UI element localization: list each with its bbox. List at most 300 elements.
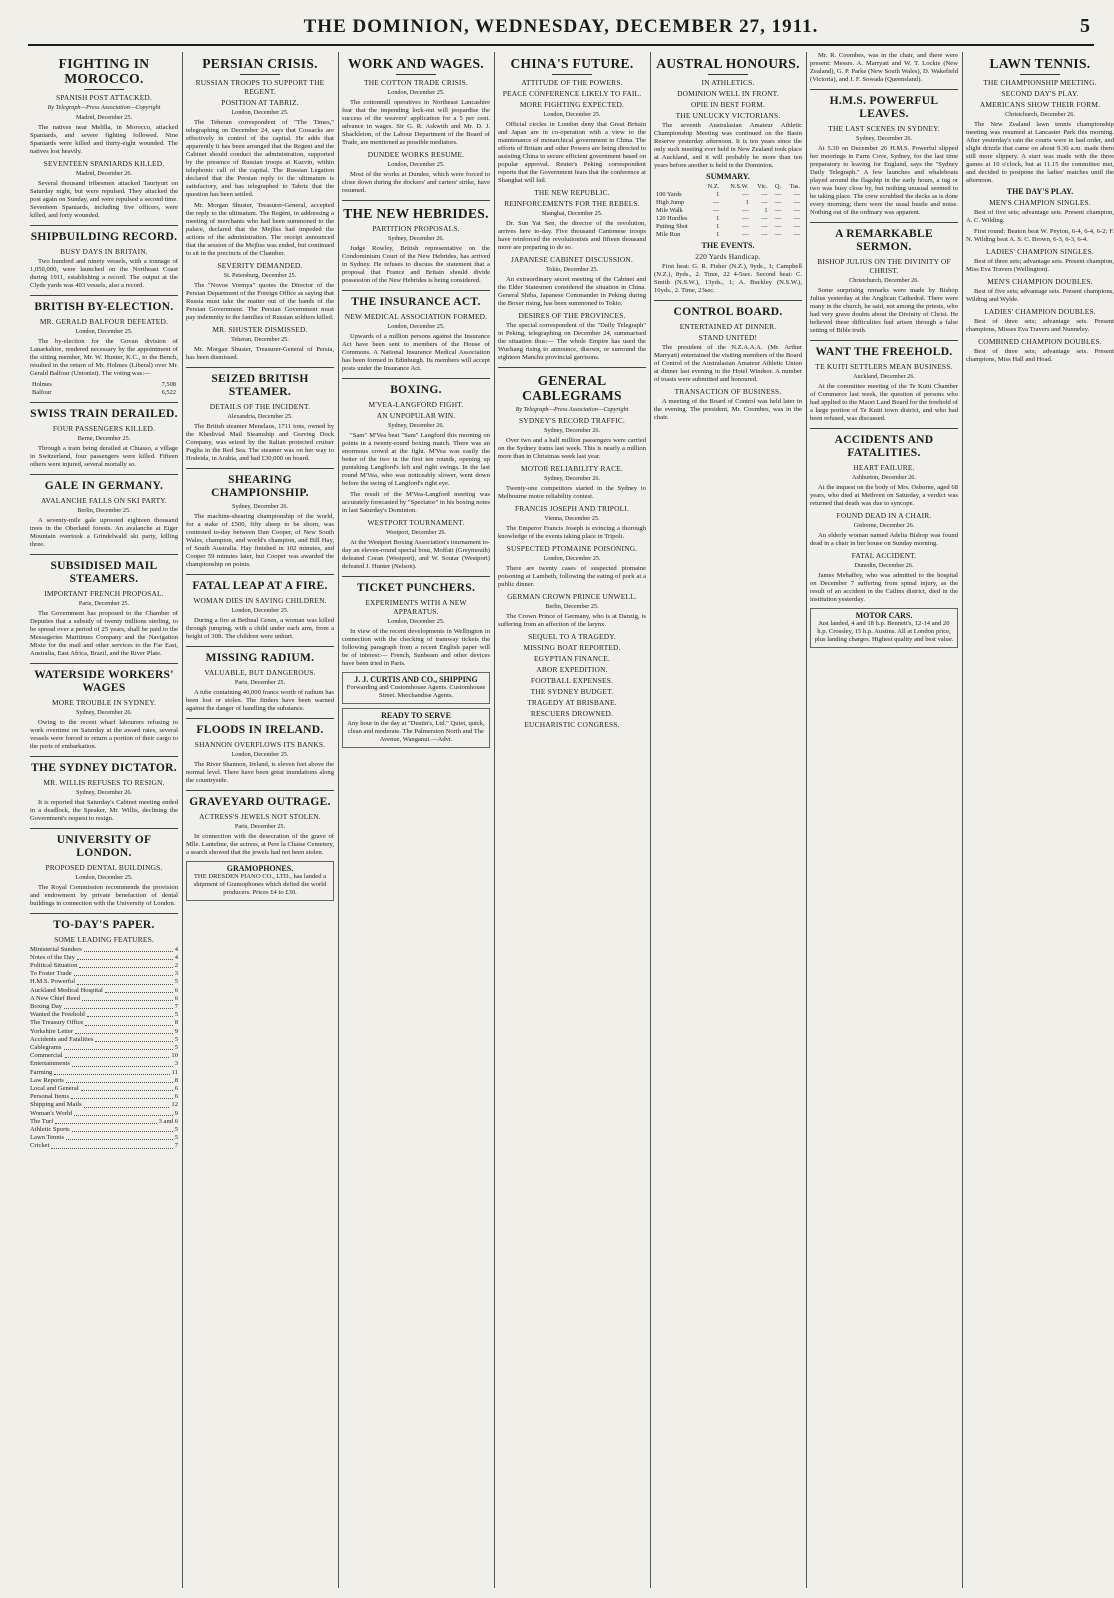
subhead: TRAGEDY AT BRISBANE.	[527, 697, 617, 707]
index-item	[30, 1126, 178, 1134]
dateline: St. Petersburg, December 25.	[223, 272, 297, 279]
index-item	[30, 1044, 178, 1052]
index-item-label: Cablegrams	[30, 1043, 62, 1051]
article-body: The by-election for the Govan division of Lanarkshire, rendered necessary by the appointment of the sitting member, Mr. W. Hunter, K.C., to the Bench, resulted in the return of Mr. Holmes (Liberal) over Mr. Gerald Balfour (Unionist). The voting was:—	[30, 337, 178, 377]
subhead: THE LAST SCENES IN SYDNEY.	[828, 124, 940, 133]
score-cell: —	[793, 207, 800, 214]
subhead: REINFORCEMENTS FOR THE REBELS.	[504, 199, 640, 208]
table-header-cell	[654, 183, 701, 191]
index-leader-dots	[84, 1101, 170, 1107]
index-item-page: 6	[174, 1093, 178, 1101]
ad-body: Any hour in the day at "Dustin's, Ltd." Quiet, quick, clean and moderate. The Palmerston North and The Avenue, Wanganui.—Advt.	[347, 720, 485, 743]
index-leader-dots	[65, 1052, 170, 1058]
headline-by-election: BRITISH BY-ELECTION.	[34, 300, 174, 313]
headline-general-cablegrams: GENERAL CABLEGRAMS	[522, 373, 622, 403]
subhead: EGYPTIAN FINANCE.	[533, 653, 611, 663]
index-item-label: Yorkshire Letter	[30, 1027, 74, 1035]
subhead: ACTRESS'S JEWELS NOT STOLEN.	[199, 812, 321, 821]
index-leader-dots	[66, 1077, 173, 1083]
score-cell: —	[793, 223, 800, 230]
headline-morocco: FIGHTING IN MOROCCO.	[58, 56, 150, 86]
article-body: In view of the recent developments in Wellington in connection with the checking of tramway tickets the following paragraph from a recent English paper will be of interest:— French, Sunbeam and other devices have been tried in Paris.	[342, 628, 490, 667]
score-cell: —	[761, 223, 768, 230]
subhead: DUNDEE WORKS RESUME.	[367, 150, 465, 159]
index-item-label: Ministerial Sunders	[30, 945, 82, 953]
dateline: Sydney, December 26.	[76, 708, 132, 716]
index-item	[30, 1110, 178, 1118]
subhead: TE KUITI SETTLERS MEAN BUSINESS.	[815, 362, 953, 371]
headline-accidents: ACCIDENTS AND FATALITIES.	[834, 434, 934, 459]
table-row	[654, 199, 802, 207]
subhead: WOMAN DIES IN SAVING CHILDREN.	[193, 596, 327, 605]
index-leader-dots	[72, 1126, 173, 1132]
masthead-title: THE DOMINION, WEDNESDAY, DECEMBER 27, 1911.	[303, 16, 819, 37]
score-cell: —	[742, 223, 749, 230]
article-body: At 5.30 on December 26 H.M.S. Powerful slipped her moorings in Farm Cove, Sydney, for the last time preparatory to leaving for England, says the "Sydney Daily Telegraph." A few launches and whaleboats played around the flagship in the early hours, a tug or two was busy close by, but nothing unusual seemed to be taking place. The crew scrubbed the decks as is done every morning; there were the usual bustle and noise. Nothing out of the ordinary was apparent.	[810, 145, 958, 216]
index-item	[30, 1077, 178, 1085]
election-results-table	[30, 381, 178, 397]
index-item	[30, 978, 178, 986]
subhead: AMERICANS SHOW THEIR FORM.	[979, 100, 1101, 109]
index-item-label: Wanted the Freehold	[30, 1011, 85, 1019]
subhead: FOUND DEAD IN A CHAIR.	[836, 511, 932, 520]
candidate-name: Balfour	[32, 388, 52, 396]
index-item-page: 5	[174, 1035, 178, 1043]
table-row	[654, 191, 802, 199]
section-divider	[810, 222, 958, 223]
index-item-label: Boxing Day	[30, 1002, 63, 1010]
ad-title: READY TO SERVE	[381, 711, 451, 720]
section-divider	[30, 474, 178, 475]
index-item	[30, 1052, 178, 1060]
dateline: Gisborne, December 26.	[853, 522, 915, 529]
headline-lawn-tennis: LAWN TENNIS.	[989, 56, 1091, 71]
index-item-page: 6	[174, 1084, 178, 1092]
index-item-page: 4	[174, 945, 178, 953]
table-row	[30, 389, 178, 397]
column-5	[654, 52, 802, 1588]
subhead: POSITION AT TABRIZ.	[221, 98, 299, 107]
article-body: "Sam" M'Vea beat "Sam" Langford this morning on points in a twenty-round boxing match. There was an enormous crowd at the fight. M'Vea was easily the better of the two in the first ten rounds, opening up punishing Langford's left and right swings. In the last round M'Vea, who was noticeably slower, went down before the swing of Langford's right eye.	[342, 432, 490, 487]
index-item-label: Accidents and Fatalities	[30, 1035, 94, 1043]
index-item-page: 7	[174, 1142, 178, 1150]
score-cell: —	[793, 199, 800, 206]
index-item-page: 5	[174, 1134, 178, 1142]
masthead	[28, 14, 1094, 46]
section-divider	[186, 790, 334, 791]
headline-shipbuilding: SHIPBUILDING RECORD.	[30, 230, 178, 243]
subhead: JAPANESE CABINET DISCUSSION.	[510, 255, 634, 264]
subhead: 220 Yards Handicap.	[695, 252, 761, 261]
section-divider	[810, 340, 958, 341]
section-divider	[810, 89, 958, 90]
divider	[396, 74, 436, 75]
subhead: GERMAN CROWN PRINCE UNWELL.	[507, 591, 637, 601]
article-body: There are twenty cases of suspected ptomaine poisoning at Lambeth, following the eating of pork at a public dinner.	[498, 564, 646, 588]
section-divider	[810, 428, 958, 429]
dateline: London, December 25.	[231, 109, 289, 116]
index-item-page: 2	[174, 961, 178, 969]
section-divider	[342, 576, 490, 577]
dateline: Madrid, December 26.	[75, 169, 132, 177]
headline-gale-germany: GALE IN GERMANY.	[44, 479, 164, 492]
article-body: Best of five sets; advantage sets. Present champions, Wilding and Wylde.	[966, 288, 1114, 303]
index-item-label: H.M.S. Powerful	[30, 978, 76, 986]
headline-mail-steamers: SUBSIDISED MAIL STEAMERS.	[50, 559, 158, 585]
dateline: Sydney, December 26.	[856, 135, 912, 142]
article-body: A seventy-mile gale uprooted eighteen thousand trees in the Oberland forests. An avalanche at Eiger Mountain overtook a Grindelwald ski party, killing three.	[30, 516, 178, 548]
index-item-page: 12	[171, 1101, 178, 1109]
index-item-page: 9	[174, 1109, 178, 1117]
subhead: MEN'S CHAMPION DOUBLES.	[987, 277, 1093, 286]
divider	[240, 74, 280, 75]
subhead: PARTITION PROPOSALS.	[372, 224, 460, 233]
score-cell: 1	[716, 215, 720, 222]
index-item-page: 5	[174, 1125, 178, 1133]
score-cell: —	[761, 231, 768, 238]
index-item-label: A New Chief Reed	[30, 994, 80, 1002]
article-body: The River Shannon, Ireland, is eleven feet above the normal level. There have been great inundations along the countryside.	[186, 761, 334, 784]
score-cell: —	[712, 199, 720, 206]
ad-title: J. J. CURTIS AND CO., SHIPPING	[354, 675, 478, 684]
subhead: LADIES' CHAMPION SINGLES.	[986, 247, 1094, 256]
index-item	[30, 1101, 178, 1109]
article-body: First round: Beaton beat W. Peyton, 6-4, 6-4, 6-2; F. N. Wilding beat A. S. C. Brown, 6-3, 6-3, 6-4.	[966, 228, 1114, 243]
article-body: It is reported that Saturday's Cabinet meeting ended in a deadlock, the Speaker, Mr. Willis, declining the Government's request to resign.	[30, 798, 178, 822]
section-divider	[186, 718, 334, 719]
advertisement-motor-cars	[810, 608, 958, 648]
dateline: Paris, December 25.	[78, 599, 130, 607]
page-number: 5	[1080, 15, 1090, 37]
score-cell: 1	[716, 223, 720, 230]
subhead: MOTOR RELIABILITY RACE.	[520, 463, 624, 473]
index-item-page: 5	[174, 1011, 178, 1019]
subhead: BUSY DAYS IN BRITAIN.	[60, 246, 148, 256]
article-body: Through a train being derailed at Chiasso, a village in Switzerland, four passengers were killed. Fifteen others were injured, several mortally so.	[30, 444, 178, 468]
subhead: DESIRES OF THE PROVINCES.	[518, 311, 626, 320]
article-body: An elderly woman named Adelia Bishop was found dead in a chair in her house on Sunday morning.	[810, 532, 958, 547]
article-body: Most of the works at Dundee, which were forced to close down during the dockers' and carters' strike, have resumed.	[342, 171, 490, 194]
dateline: Vienna, December 25.	[544, 514, 600, 522]
index-item-label: Farming	[30, 1068, 53, 1076]
dateline: Sydney, December 26.	[76, 788, 132, 796]
index-item-label: Law Reports	[30, 1076, 64, 1084]
byline: By Telegraph—Press Association—Copyright	[515, 406, 629, 413]
subhead: DOMINION WELL IN FRONT.	[677, 89, 779, 98]
score-cell: —	[793, 191, 800, 198]
article-body: The Crown Prince of Germany, who is at Danzig, is suffering from an affection of the larynx.	[498, 612, 646, 628]
section-divider	[654, 300, 802, 301]
table-header-cell: N.Z.	[707, 183, 720, 190]
article-body: Mr. R. Coombes, was in the chair, and there were present: Messrs. A. Marryatt and W. T. Lockie (New Zealand), G. P. Parke (New South Wales), D. Wakefield (Victoria), and J. F. Sowada (Queensland).	[810, 52, 958, 83]
column-6	[810, 52, 958, 1588]
event-name-cell: Mile Run	[656, 231, 681, 238]
article-body: The machine-shearing championship of the world, for a stake of £500, fifty sheep to be shorn, was contested to-day between Dan Cooper, of New South Wales, champion, and world's champion, and Bill Hay, of South Australia. Hay finished in 102 minutes, and Cooper 59 minutes later, but Cooper was awarded the championship on points.	[186, 513, 334, 568]
subhead: MORE TROUBLE IN SYDNEY.	[51, 697, 157, 707]
index-leader-dots	[64, 1044, 173, 1050]
divider	[552, 74, 592, 75]
index-item-page: 8	[174, 1076, 178, 1084]
subhead: MISSING BOAT REPORTED.	[523, 642, 621, 652]
dateline: Sydney, December 26.	[388, 422, 444, 429]
article-body: During a fire at Bethnal Green, a woman was killed through jumping, with a child under each arm, from a height of 30ft. The children were unhurt.	[186, 617, 334, 640]
article-body: The Government has proposed to the Chamber of Deputies that a subsidy of twenty millions sterling, to be spread over a period of 25 years, shall be paid to the Messageries Maritimes Company and the Navigation Mixte for the mail and other services to the Far East, Australia, East Africa, Brazil, and the River Plate.	[30, 609, 178, 657]
subhead: MR. GERALD BALFOUR DEFEATED.	[39, 316, 169, 326]
section-divider	[186, 367, 334, 368]
index-item-label: Shipping and Mails	[30, 1101, 82, 1109]
subhead: MR. SHUSTER DISMISSED.	[212, 325, 308, 334]
section-divider	[30, 554, 178, 555]
subhead: TRANSACTION OF BUSINESS.	[674, 387, 782, 396]
article-body: The "Novoe Vremya" quotes the Director of the Persian Department of the Foreign Office as saying that Russia must take the matter out of the hands of the Persian Government. The Persian Government must pay indemnity to the families of Russian soldiers killed.	[186, 282, 334, 321]
column-1	[30, 52, 178, 1588]
subhead: DETAILS OF THE INCIDENT.	[209, 402, 311, 411]
article-body: The seventh Australasian Amateur Athletic Championship Meeting was continued on the Basin Reserve yesterday afternoon. It is ten years since the only such meeting ever held in New Zealand took place at Auckland, and it will probably be more than ten years before another is held in the Dominion.	[654, 122, 802, 169]
subhead: BISHOP JULIUS ON THE DIVINITY OF CHRIST.	[817, 257, 951, 275]
ad-body: THE DRESDEN PIANO CO., LTD., has landed a shipment of Gramophones which defied the world producers. Prices £4 to £30.	[193, 873, 327, 896]
index-item	[30, 1134, 178, 1142]
index-item	[30, 987, 178, 995]
dateline: Paris, December 25.	[234, 823, 286, 830]
score-cell: —	[761, 191, 768, 198]
score-cell: —	[761, 215, 768, 222]
index-item-page: 10	[171, 1052, 178, 1060]
index-leader-dots	[54, 1069, 169, 1075]
score-cell: —	[742, 231, 749, 238]
score-cell: —	[774, 207, 782, 214]
headline-missing-radium: MISSING RADIUM.	[205, 652, 315, 664]
score-cell: 1	[716, 231, 720, 238]
ad-title: MOTOR CARS.	[855, 611, 913, 620]
headline-control-board: CONTROL BOARD.	[673, 306, 783, 318]
article-body: The cottonmill operatives in Northeast Lancashire fear that the impending lock-out will jeopardise the success of the weavers' application for a 5 per cent. advance in wages. Sir G. R. Askwith and Mr. D. J. Shackleton, of the Labour Department of the Board of Trade, are mentioned as possible mediators.	[342, 99, 490, 146]
table-row	[654, 231, 802, 239]
index-leader-dots	[85, 1019, 172, 1025]
index-item-label: Commercial	[30, 1052, 63, 1060]
column-3	[342, 52, 490, 1588]
subhead: MR. WILLIS REFUSES TO RESIGN.	[43, 777, 165, 787]
index-leader-dots	[87, 1011, 173, 1017]
dateline: Shanghai, December 25.	[541, 210, 603, 217]
index-item-label: Woman's World	[30, 1109, 72, 1117]
index-leader-dots	[74, 1110, 173, 1116]
section-divider	[498, 367, 646, 368]
article-body: Best of five sets; advantage sets. Present champion, A. C. Wilding.	[966, 209, 1114, 224]
advertisement-gramophones	[186, 861, 334, 901]
score-cell: —	[774, 223, 782, 230]
article-body: A tube containing 40,000 francs worth of radium has been lost or stolen. The finders have been warned against the danger of handling the substance.	[186, 689, 334, 712]
headline-graveyard: GRAVEYARD OUTRAGE.	[189, 796, 331, 808]
event-name-cell: 120 Hurdles	[656, 215, 688, 222]
column-7	[966, 52, 1114, 1588]
index-item	[30, 970, 178, 978]
dateline: Berlin, December 25.	[545, 602, 599, 610]
subhead: SYDNEY'S RECORD TRAFFIC.	[519, 415, 625, 425]
index-item-page: 11	[171, 1068, 178, 1076]
dateline: Paris, December 25.	[234, 679, 286, 686]
article-body: Best of three sets; advantage sets. Present champions, Miss Hall and Hoad.	[966, 348, 1114, 363]
features-index	[30, 946, 178, 1151]
table-header-cell: Tas.	[789, 183, 800, 190]
candidate-votes: 7,508	[161, 380, 176, 388]
index-item-label: Local and General	[30, 1084, 79, 1092]
subhead: PROPOSED DENTAL BUILDINGS.	[45, 862, 163, 872]
article-body: The result of the M'Vea-Langford meeting was accurately forecasted by "Spectator" in his boxing notes in last Saturday's Dominion.	[342, 491, 490, 514]
column-rule	[338, 52, 339, 1588]
article-body: The president of the N.Z.A.A.A. (Mr. Arthur Marryatt) entertained the visiting members of the Board of Control of the Australasian Amateur Athletic Union at dinner last evening in the Hotel Windsor. A number of toasts were submitted and honoured.	[654, 344, 802, 383]
dateline: Berne, December 25.	[77, 434, 131, 442]
index-item-label: Auckland Medical Hospital	[30, 986, 103, 994]
headline-sydney-dictator: THE SYDNEY DICTATOR.	[31, 761, 177, 774]
subhead: SECOND DAY'S PLAY.	[1001, 89, 1079, 98]
index-item-page: 5	[174, 978, 178, 986]
dateline: London, December 25.	[543, 554, 601, 562]
subhead: SPANISH POST ATTACKED.	[55, 93, 152, 102]
summary-title: SUMMARY.	[706, 172, 750, 181]
score-cell: 1	[745, 199, 749, 206]
section-divider	[30, 913, 178, 914]
subhead: VALUABLE, BUT DANGEROUS.	[204, 668, 316, 677]
article-body: The special correspondent of the "Daily Telegraph" in Peking, telegraphing on December 24, summarised the situation thus:— The whole Empire has used the Wuchang rising to announce, disown, or surround the eighteen Manchu provincial garrisons.	[498, 322, 646, 361]
events-title: THE EVENTS.	[701, 241, 755, 250]
table-header-row	[654, 183, 802, 191]
headline-insurance-act: THE INSURANCE ACT.	[351, 296, 481, 308]
article-body: Several thousand tribesmen attacked Tauriyurt on Saturday night, but were repulsed. They attacked the post again on Sunday, and were repulsed a second time. Seventeen Spaniards, including five officers, were killed, and forty wounded.	[30, 179, 178, 219]
article-body: Owing to the recent wharf labourers refusing to work overtime on Saturday at the award rates, several vessels were forced to return a portion of their cargo to the ports of embarkation.	[30, 718, 178, 750]
advertisement-curtis	[342, 672, 490, 704]
subhead: SEVENTEEN SPANIARDS KILLED.	[43, 158, 165, 168]
index-item	[30, 954, 178, 962]
dateline: Berlin, December 25.	[77, 506, 131, 514]
score-cell: —	[742, 215, 749, 222]
index-item	[30, 1069, 178, 1077]
index-item	[30, 1003, 178, 1011]
subhead: OPIE IN BEST FORM.	[690, 100, 766, 109]
advertisement-ready-to-serve	[342, 708, 490, 748]
score-cell: —	[793, 215, 800, 222]
index-item-label: The Treasury Office	[30, 1019, 84, 1027]
section-divider	[30, 663, 178, 664]
score-cell: —	[742, 207, 749, 214]
subhead: AN UNPOPULAR WIN.	[376, 411, 456, 420]
headline-todays-paper: TO-DAY'S PAPER.	[53, 918, 155, 931]
subhead: THE COTTON TRADE CRISIS.	[364, 78, 468, 87]
dateline: London, December 25.	[387, 161, 445, 168]
dateline: Westport, December 26.	[386, 529, 446, 536]
index-item-label: Personal Items	[30, 1093, 70, 1101]
headline-university: UNIVERSITY OF LONDON.	[56, 833, 152, 859]
column-rule	[962, 52, 963, 1588]
subhead: ENTERTAINED AT DINNER.	[679, 322, 777, 331]
index-leader-dots	[51, 1142, 172, 1148]
subhead: EXPERIMENTS WITH A NEW APPARATUS.	[365, 598, 467, 616]
score-cell: —	[712, 207, 720, 214]
subhead: LADIES' CHAMPION DOUBLES.	[984, 307, 1096, 316]
index-item	[30, 962, 178, 970]
subhead: COMBINED CHAMPION DOUBLES.	[978, 337, 1102, 346]
index-leader-dots	[81, 1085, 173, 1091]
index-leader-dots	[82, 995, 173, 1001]
event-name-cell: Mile Walk	[656, 207, 683, 214]
article-body: First heat: G. R. Fisher (N.Z.), 9yds., 1; Campbell (N.Z.), 8yds., 2. Time, 22 4-5sec. Second heat: C. Smith (N.S.W.), 13yds., 1; A. Buckley (N.S.W.), 10yds., 2. Time, 23sec.	[654, 263, 802, 294]
article-body: The Teheran correspondent of "The Times," telegraphing on December 24, says that Cossacks are effectively in control of the capital. He adds that apparently it has been arranged that the Regent and the Cabinet should conduct the administration, supported by the presence of Russian troops at Kazvin, within telephonic call of the capital. The Russian Legation declared that the Persian reply to the ultimatum is satisfactory, and has telegraphed to Tabriz that the question has been settled.	[186, 119, 334, 198]
column-rule	[650, 52, 651, 1588]
index-item-page: 7	[174, 1002, 178, 1010]
article-body: Official circles in London deny that Great Britain and Japan are in co-operation with a view to the maintenance of monarchical government in China. The efforts of Britain and other Powers are being directed to assisting China to secure efficient government based on popular approval. Reuter's Peking correspondent reports that the Government fears that the conference at Shanghai will fail.	[498, 121, 646, 184]
index-item-label: Lawn Tennis	[30, 1134, 65, 1142]
score-cell: —	[774, 191, 782, 198]
article-body: Best of three sets; advantage sets. Present champion, Miss Eva Travers (Wellington).	[966, 258, 1114, 273]
index-item-page: 6	[174, 986, 178, 994]
article-body: Some surprising remarks were made by Bishop Julius yesterday at the Anglican Cathedral. There were many in the church, he said, not among the priests, who had very grave doubts about the Divinity of Christ. He believed these difficulties had arisen through a false setting of Bible truth.	[810, 287, 958, 334]
article-body: Upwards of a million persons against the Insurance Act have been sent to members of the House of Commons. A National Insurance Medical Association has been formed in Edinburgh. Its members will accept posts under the Insurance Act.	[342, 333, 490, 372]
headline-chinas-future: CHINA'S FUTURE.	[510, 56, 634, 71]
subhead: FOUR PASSENGERS KILLED.	[52, 423, 156, 433]
score-cell: 1	[764, 207, 768, 214]
section-divider	[186, 574, 334, 575]
dateline: Ashburton, December 26.	[852, 474, 916, 481]
summary-table	[654, 183, 802, 239]
headline-floods-ireland: FLOODS IN IRELAND.	[196, 724, 324, 736]
score-cell: —	[742, 191, 749, 198]
subhead: SEVERITY DEMANDED.	[217, 261, 303, 270]
subhead: THE UNLUCKY VICTORIANS.	[675, 111, 781, 120]
headline-persian-crisis: PERSIAN CRISIS.	[202, 56, 318, 71]
index-item	[30, 1060, 178, 1068]
subhead: THE SYDNEY BUDGET.	[530, 686, 614, 696]
subhead: HEART FAILURE.	[853, 463, 915, 472]
index-item-page: 9	[174, 1027, 178, 1035]
dateline: London, December 25.	[231, 607, 289, 614]
subhead: ATTITUDE OF THE POWERS.	[521, 78, 623, 87]
article-body: A meeting of the Board of Control was held later in the evening. The president, Mr. Coombes, was in the chair.	[654, 398, 802, 421]
dateline: Christchurch, December 26.	[1005, 111, 1075, 118]
headline-austral-honours: AUSTRAL HONOURS.	[656, 56, 800, 71]
index-leader-dots	[55, 1118, 156, 1124]
index-item-page: 6	[174, 994, 178, 1002]
candidate-name: Holmes	[32, 380, 52, 388]
article-body: At the inquest on the body of Mrs. Osborne, aged 68 years, who died at Methven on Saturday, a verdict was returned that death was due to syncope.	[810, 484, 958, 507]
dateline: London, December 25.	[231, 751, 289, 758]
subhead: WESTPORT TOURNAMENT.	[367, 518, 465, 527]
article-body: The British steamer Menelaus, 1711 tons, owned by the Khedivial Mail Steamship and Graving Dock Company, was seized by the Italian protected cruiser Puglia in the Red Sea. The steamer was on her way to Hodeida, in Arabia, and had £30,000 on board.	[186, 423, 334, 462]
article-body: Mr. Morgan Shuster, Treasurer-General of Persia, has been dismissed.	[186, 346, 334, 361]
column-2	[186, 52, 334, 1588]
section-divider	[30, 225, 178, 226]
dateline: Teheran, December 25.	[231, 336, 289, 343]
column-4	[498, 52, 646, 1588]
index-item	[30, 1142, 178, 1150]
section-divider	[342, 378, 490, 379]
headline-seized-steamer: SEIZED BRITISH STEAMER.	[211, 373, 309, 398]
index-leader-dots	[95, 1036, 172, 1042]
index-leader-dots	[66, 1134, 173, 1140]
table-row	[30, 381, 178, 389]
section-divider	[30, 402, 178, 403]
article-body: Over two and a half million passengers were carried on the Sydney trams last week. This is nearly a million more than in Christmas week last year.	[498, 436, 646, 460]
column-rule	[806, 52, 807, 1588]
dateline: Sydney, December 26.	[388, 235, 444, 242]
score-cell: —	[761, 199, 768, 206]
headline-swiss-train: SWISS TRAIN DERAILED.	[30, 407, 178, 420]
dateline: London, December 25.	[75, 873, 133, 881]
index-item-label: To Foster Trade	[30, 970, 72, 978]
index-item-label: Athletic Sports	[30, 1125, 70, 1133]
subhead: IMPORTANT FRENCH PROPOSAL.	[44, 588, 164, 598]
summary-table-body	[654, 191, 802, 239]
subhead: EUCHARISTIC CONGRESS.	[524, 719, 620, 729]
column-rule	[494, 52, 495, 1588]
